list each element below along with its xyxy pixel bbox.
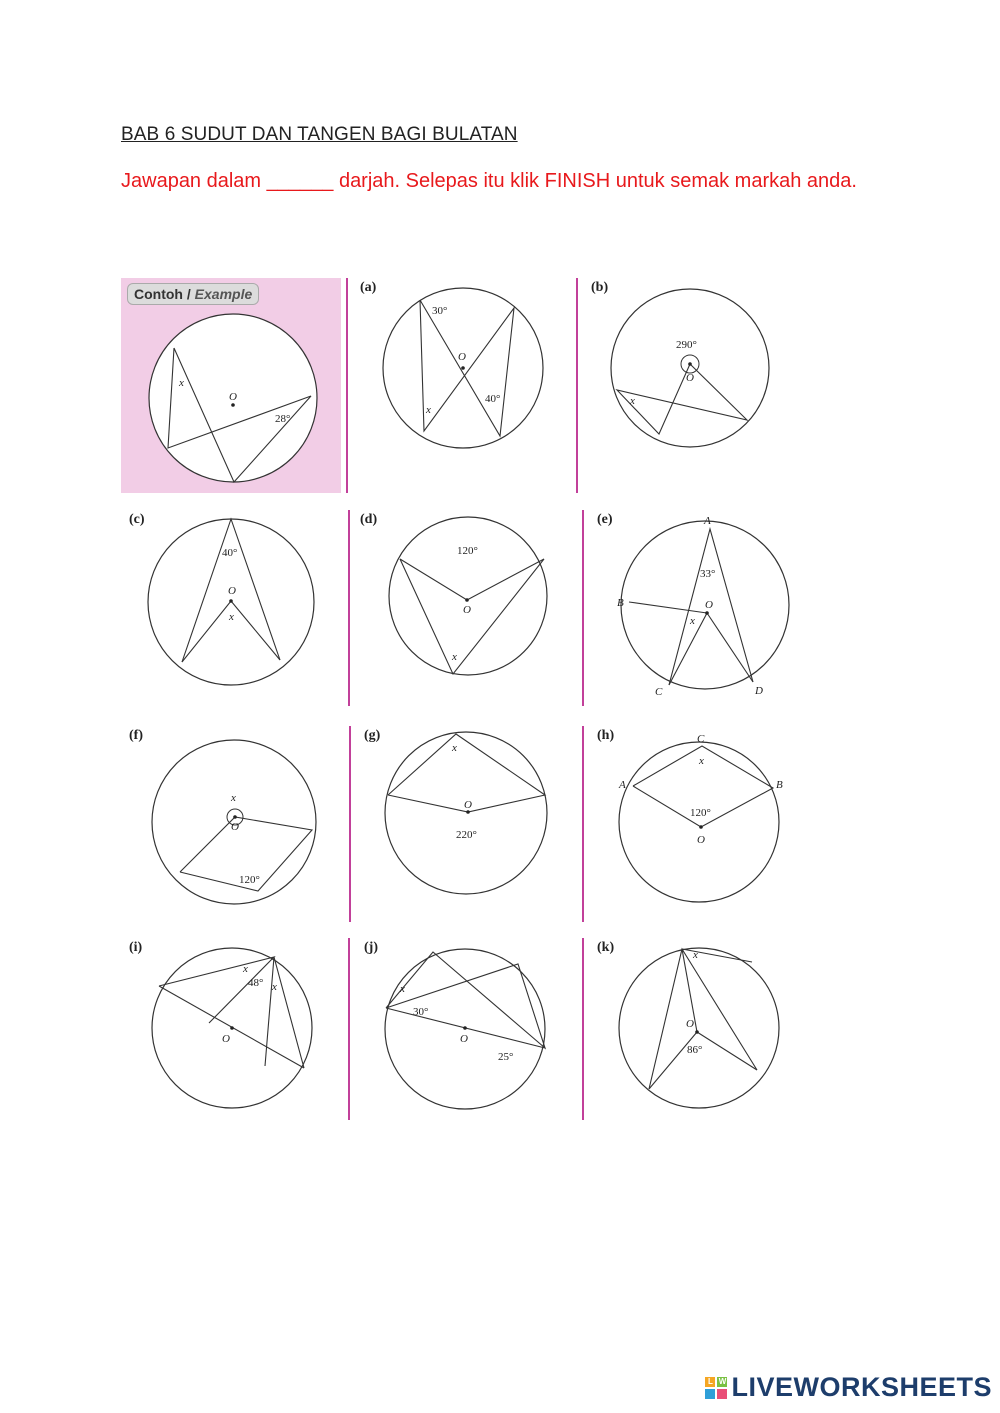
panel-j: [356, 938, 581, 1153]
panel-label: (j): [364, 940, 378, 955]
svg-text:48°: 48°: [248, 977, 264, 989]
logo-block: L: [705, 1377, 715, 1387]
svg-text:40°: 40°: [222, 547, 238, 559]
svg-text:25°: 25°: [498, 1051, 514, 1063]
panel-label: (b): [591, 280, 609, 295]
svg-text:O: O: [222, 1033, 230, 1045]
svg-text:86°: 86°: [687, 1044, 703, 1056]
panel-label: (f): [129, 728, 143, 743]
logo-icon: [705, 1377, 727, 1399]
svg-text:O: O: [686, 372, 694, 384]
diagram-g: [356, 726, 581, 941]
example-diagram: [121, 278, 341, 493]
example-panel: [121, 278, 346, 493]
logo-block: [717, 1389, 727, 1399]
panel-b: [583, 278, 808, 493]
example-label: Contoh / Example: [127, 283, 259, 305]
svg-text:x: x: [400, 983, 405, 995]
diagram-d: [352, 510, 577, 725]
panel-label: (d): [360, 512, 378, 527]
panel-e: [589, 510, 814, 725]
column-divider: [349, 726, 351, 922]
svg-text:x: x: [452, 651, 457, 663]
svg-text:x: x: [231, 792, 236, 804]
svg-text:x: x: [452, 742, 457, 754]
svg-text:O: O: [463, 604, 471, 616]
diagram-f: [121, 726, 346, 941]
svg-text:x: x: [229, 611, 234, 623]
liveworksheets-logo: [705, 1372, 992, 1403]
panel-label: (e): [597, 512, 613, 527]
panel-label: (c): [129, 512, 145, 527]
svg-text:A: A: [704, 515, 711, 527]
svg-text:x: x: [272, 981, 277, 993]
svg-text:x: x: [179, 377, 184, 389]
diagram-k: [589, 938, 814, 1153]
svg-text:120°: 120°: [690, 807, 711, 819]
svg-text:120°: 120°: [239, 874, 260, 886]
panel-label: (i): [129, 940, 143, 955]
panel-h: [589, 726, 814, 941]
svg-text:O: O: [697, 834, 705, 846]
worksheet-title: BAB 6 SUDUT DAN TANGEN BAGI BULATAN: [121, 124, 518, 145]
svg-text:30°: 30°: [413, 1006, 429, 1018]
panel-label: (h): [597, 728, 615, 743]
svg-text:33°: 33°: [700, 568, 716, 580]
svg-text:B: B: [776, 779, 783, 791]
svg-text:40°: 40°: [485, 393, 501, 405]
logo-text: LIVEWORKSHEETS: [731, 1372, 992, 1402]
svg-text:x: x: [630, 395, 635, 407]
column-divider: [582, 938, 584, 1120]
diagram-a: [352, 278, 577, 493]
svg-text:C: C: [655, 686, 663, 698]
panel-label: (k): [597, 940, 615, 955]
logo-block: [705, 1389, 715, 1399]
diagram-c: [121, 510, 346, 725]
svg-text:O: O: [458, 351, 466, 363]
panel-c: [121, 510, 346, 725]
diagram-e: [589, 510, 814, 725]
panel-label: (a): [360, 280, 377, 295]
svg-text:D: D: [755, 685, 763, 697]
column-divider: [582, 510, 584, 706]
panel-i: [121, 938, 346, 1153]
svg-text:220°: 220°: [456, 829, 477, 841]
svg-text:O: O: [229, 391, 237, 403]
diagram-b: [583, 278, 808, 493]
svg-text:x: x: [243, 963, 248, 975]
panel-k: [589, 938, 814, 1153]
column-divider: [348, 938, 350, 1120]
svg-text:x: x: [426, 404, 431, 416]
panel-g: [356, 726, 581, 941]
svg-text:O: O: [231, 821, 239, 833]
svg-text:290°: 290°: [676, 339, 697, 351]
svg-text:x: x: [699, 755, 704, 767]
svg-text:x: x: [690, 615, 695, 627]
column-divider: [348, 510, 350, 706]
diagram-h: [589, 726, 814, 941]
svg-text:120°: 120°: [457, 545, 478, 557]
instruction-text: Jawapan dalam ______ darjah. Selepas itu klik FINISH untuk semak markah anda.: [121, 170, 857, 192]
column-divider: [346, 278, 348, 493]
svg-text:O: O: [460, 1033, 468, 1045]
svg-text:O: O: [705, 599, 713, 611]
panel-d: [352, 510, 577, 725]
diagram-i: [121, 938, 346, 1153]
logo-block: W: [718, 1376, 727, 1386]
svg-text:O: O: [686, 1018, 694, 1030]
panel-a: [352, 278, 577, 493]
diagram-j: [356, 938, 581, 1153]
svg-text:C: C: [697, 733, 705, 745]
svg-text:x: x: [693, 949, 698, 961]
panel-label: (g): [364, 728, 381, 743]
svg-text:28°: 28°: [275, 413, 291, 425]
column-divider: [576, 278, 578, 493]
panel-f: [121, 726, 346, 941]
column-divider: [582, 726, 584, 922]
svg-text:A: A: [619, 779, 626, 791]
svg-text:30°: 30°: [432, 305, 448, 317]
svg-text:B: B: [617, 597, 624, 609]
svg-text:O: O: [464, 799, 472, 811]
svg-text:O: O: [228, 585, 236, 597]
